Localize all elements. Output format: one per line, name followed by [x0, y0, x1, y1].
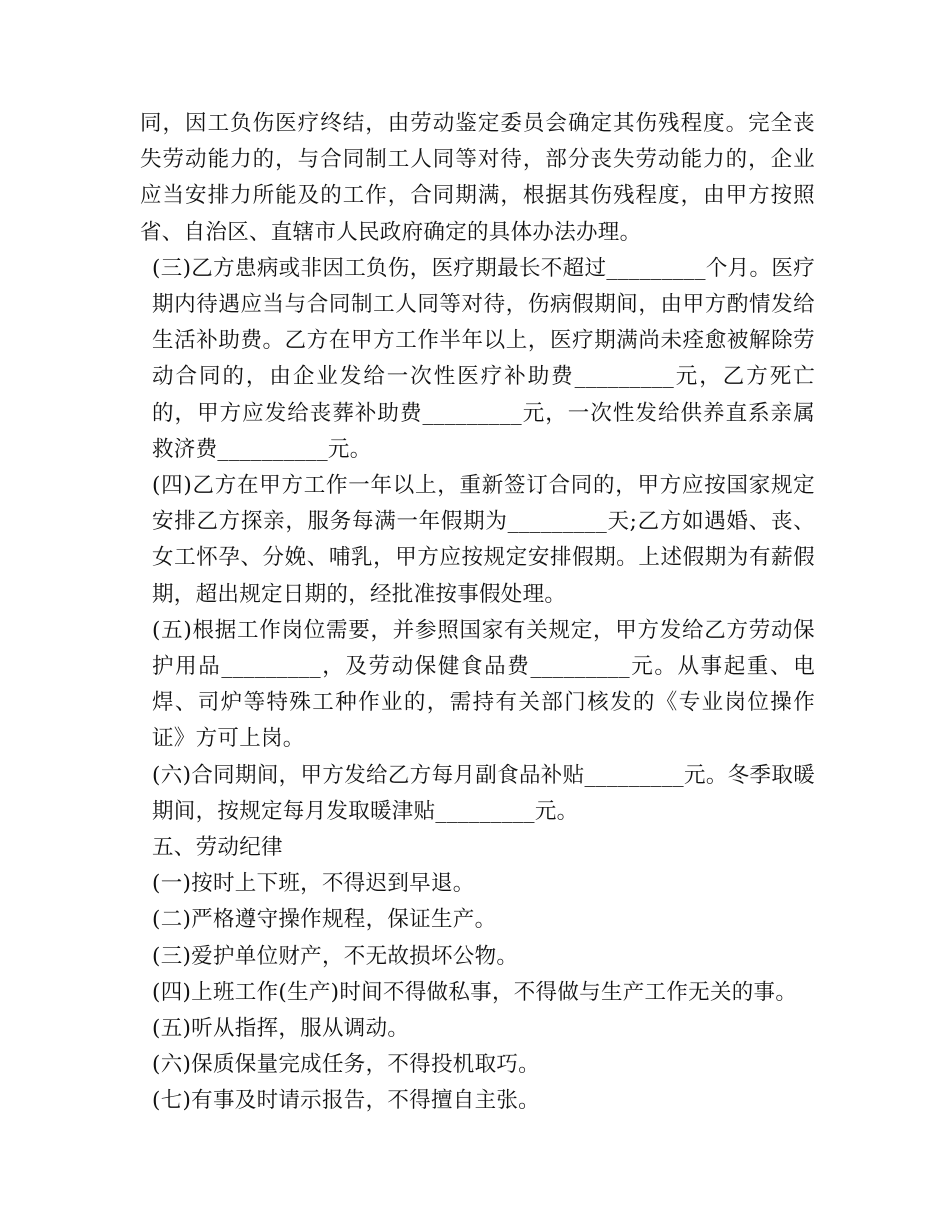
paragraph-clause-6-allowances: (六)合同期间，甲方发给乙方每月副食品补贴_________元。冬季取暖期间，按规定每月发取暖津贴_________元。 [152, 762, 815, 824]
paragraph-clause-5-protective-gear: (五)根据工作岗位需要，并参照国家有关规定，甲方发给乙方劳动保护用品_________，及劳动保健食品费_________元。从事起重、电焊、司炉等特殊工种作业的，需持有关部门核发的《专业岗位操作证》方可上岗。 [152, 617, 815, 752]
paragraph-injury-continuation: 同，因工负伤医疗终结，由劳动鉴定委员会确定其伤残程度。完全丧失劳动能力的，与合同制工人同等对待，部分丧失劳动能力的，企业应当安排力所能及的工作，合同期满，根据其伤残程度，由甲方按照省、自治区、直辖市人民政府确定的具体办法办理。 [140, 111, 815, 245]
paragraph-clause-4-home-leave: (四)乙方在甲方工作一年以上，重新签订合同的，甲方应按国家规定安排乙方探亲，服务每满一年假期为_________天;乙方如遇婚、丧、女工怀孕、分娩、哺乳，甲方应按规定安排假期。上述假期为有薪假期，超出规定日期的，经批准按事假处理。 [152, 473, 815, 607]
discipline-item-3: (三)爱护单位财产，不无故损坏公物。 [152, 943, 519, 969]
contract-body [140, 106, 815, 1120]
discipline-item-5: (五)听从指挥，服从调动。 [152, 1016, 410, 1042]
paragraph-clause-3-sick-leave: (三)乙方患病或非因工负伤，医疗期最长不超过_________个月。医疗期内待遇应当与合同制工人同等对待，伤病假期间，由甲方酌情发给生活补助费。乙方在甲方工作半年以上，医疗期满尚未痊愈被解除劳动合同的，由企业发给一次性医疗补助费_________元，乙方死亡的，甲方应发给丧葬补助费_________元，一次性发给供养直系亲属救济费__________元。 [152, 255, 815, 462]
discipline-item-4: (四)上班工作(生产)时间不得做私事，不得做与生产工作无关的事。 [152, 979, 798, 1005]
discipline-item-1: (一)按时上下班，不得迟到早退。 [152, 871, 475, 897]
discipline-item-2: (二)严格遵守操作规程，保证生产。 [152, 907, 497, 933]
discipline-item-6: (六)保质保量完成任务，不得投机取巧。 [152, 1052, 540, 1078]
discipline-item-7: (七)有事及时请示报告，不得擅自主张。 [152, 1088, 540, 1114]
section-heading-labor-discipline: 五、劳动纪律 [152, 835, 283, 861]
